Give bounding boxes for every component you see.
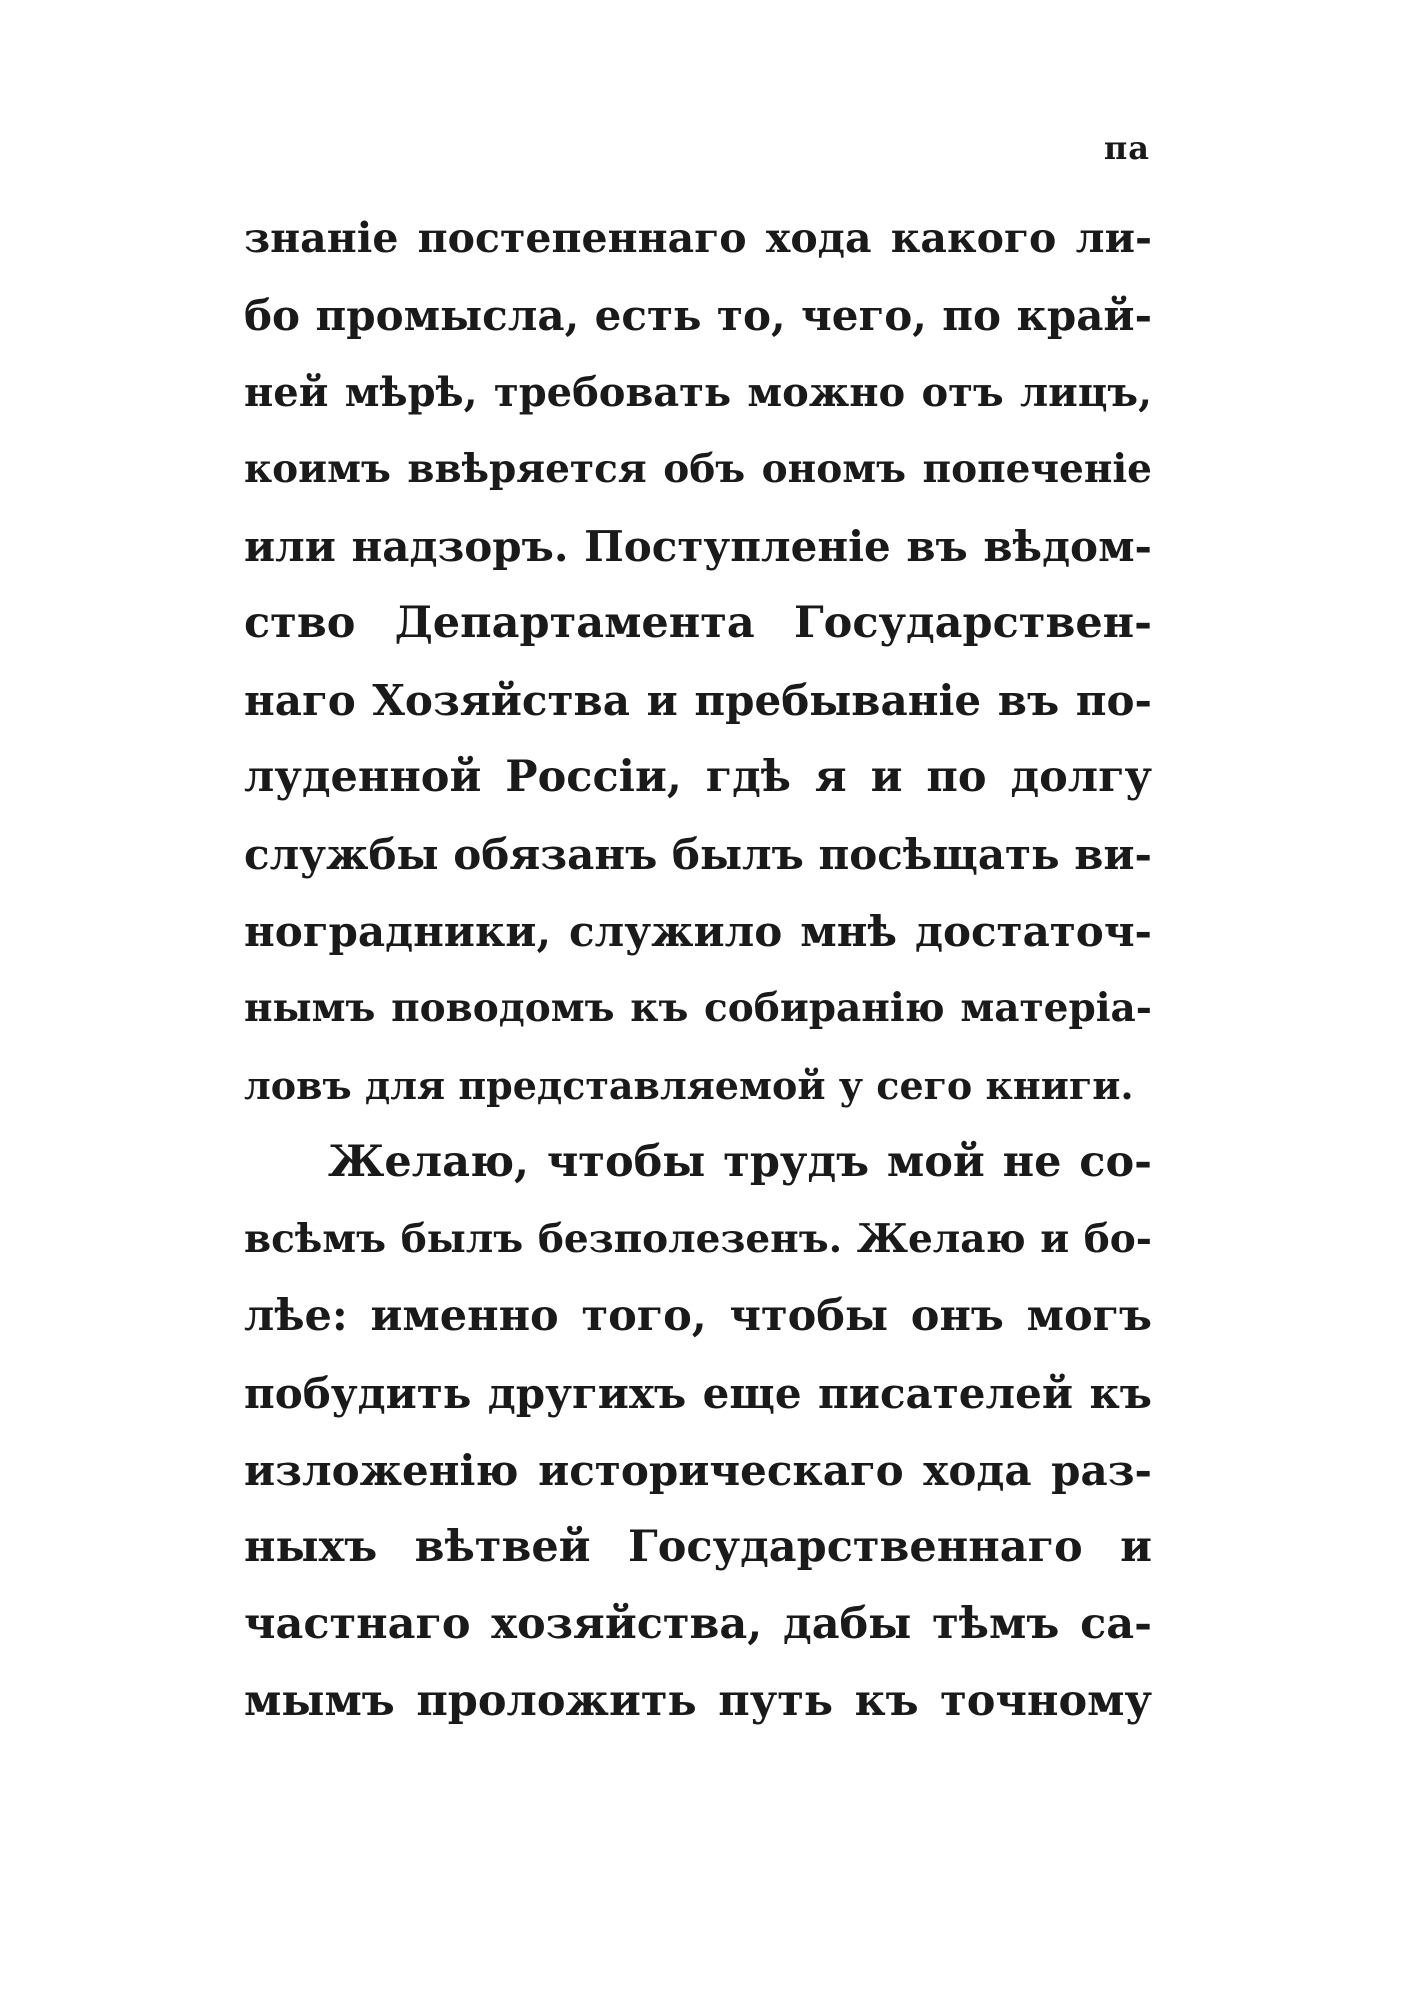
text-line: частнаго хозяйства, дабы тѣмъ са- xyxy=(244,1599,1152,1649)
text-line: знаніе постепеннаго хода какого ли- xyxy=(244,214,1152,262)
text-line: наго Хозяйства и пребываніе въ по- xyxy=(244,676,1152,725)
text-line: луденной Россіи, гдѣ я и по долгу xyxy=(244,752,1152,802)
text-line: ней мѣрѣ, требовать можно отъ лицъ, xyxy=(244,369,1152,416)
text-line: мымъ проложить путь къ точному xyxy=(244,1676,1152,1726)
catchword: па xyxy=(1103,129,1150,167)
text-line: бо промысла, есть то, чего, по край- xyxy=(244,291,1152,340)
text-line: Желаю, чтобы трудъ мой не со- xyxy=(328,1137,1152,1187)
text-line: службы обязанъ былъ посѣщать ви- xyxy=(244,830,1152,879)
text-line: ство Департамента Государствен- xyxy=(244,598,1152,648)
text-line: коимъ ввѣряется объ ономъ попеченіе xyxy=(244,446,1152,492)
body-text xyxy=(244,200,1152,1740)
text-line: изложенію историческаго хода раз- xyxy=(244,1446,1152,1495)
text-line: побудить другихъ еще писателей къ xyxy=(244,1369,1152,1418)
text-line: или надзоръ. Поступленіе въ вѣдом- xyxy=(244,522,1152,571)
text-line: нымъ поводомъ къ собиранію матеріа- xyxy=(244,985,1152,1031)
text-line: ноградники, служило мнѣ достаточ- xyxy=(244,907,1152,956)
text-line: лѣе: именно того, чтобы онъ могъ xyxy=(244,1291,1152,1341)
text-line: ловъ для представляемой у сего книги. xyxy=(244,1063,1134,1108)
text-line: всѣмъ былъ безполезенъ. Желаю и бо- xyxy=(244,1216,1152,1262)
text-line: ныхъ вѣтвей Государственнаго и xyxy=(244,1522,1152,1572)
